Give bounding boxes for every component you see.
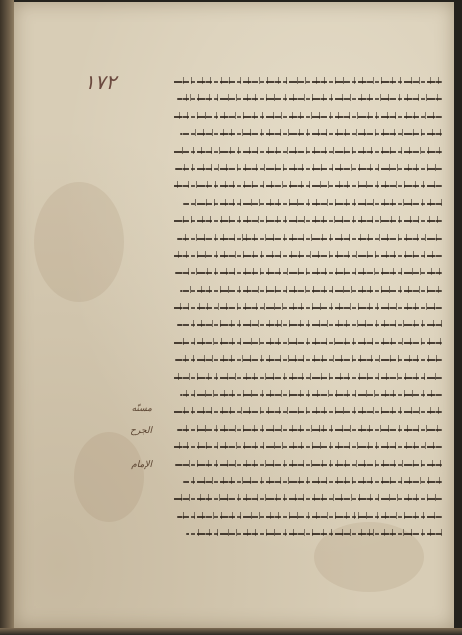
ink-stroke	[177, 147, 442, 154]
ink-stroke	[180, 355, 442, 362]
ink-stroke	[177, 77, 442, 84]
manuscript-line	[172, 281, 442, 298]
ink-stroke	[188, 199, 442, 206]
manuscript-line	[172, 437, 442, 454]
manuscript-line	[172, 246, 442, 263]
manuscript-line	[172, 124, 442, 141]
ink-stroke	[180, 164, 442, 171]
margin-note: الإمام	[131, 460, 152, 470]
manuscript-line	[172, 142, 442, 159]
ink-stroke	[186, 129, 443, 136]
margin-note: الجرح	[130, 426, 152, 436]
page-bottom-edge	[0, 628, 462, 635]
manuscript-text-block	[172, 72, 442, 602]
ink-stroke	[191, 529, 442, 536]
ink-stroke	[177, 112, 442, 119]
manuscript-line	[172, 489, 442, 506]
manuscript-line	[172, 159, 442, 176]
binding-edge	[0, 0, 14, 635]
manuscript-line	[172, 333, 442, 350]
ink-stroke	[177, 338, 442, 345]
manuscript-line	[172, 420, 442, 437]
manuscript-line	[172, 350, 442, 367]
ink-stroke	[177, 407, 442, 414]
ink-stroke	[183, 320, 442, 327]
ink-stroke	[186, 286, 443, 293]
ink-stroke	[177, 442, 442, 449]
manuscript-line	[172, 507, 442, 524]
ink-stroke	[180, 460, 442, 467]
ink-stroke	[183, 425, 442, 432]
manuscript-line	[172, 72, 442, 89]
ink-stroke	[183, 94, 442, 101]
manuscript-line	[172, 368, 442, 385]
manuscript-line	[172, 402, 442, 419]
manuscript-line	[172, 263, 442, 280]
folio-number: ١٧٢	[84, 70, 117, 94]
manuscript-line	[172, 472, 442, 489]
ink-stroke	[183, 234, 442, 241]
margin-note: مسنّه	[131, 404, 152, 414]
ink-stroke	[177, 181, 442, 188]
ink-stroke	[177, 373, 442, 380]
ink-stroke	[177, 303, 442, 310]
ink-stroke	[180, 268, 442, 275]
manuscript-line	[172, 315, 442, 332]
ink-stroke	[177, 216, 442, 223]
manuscript-line	[172, 229, 442, 246]
manuscript-line	[172, 298, 442, 315]
ink-stroke	[177, 251, 442, 258]
manuscript-line	[172, 524, 442, 541]
ink-stroke	[188, 477, 442, 484]
manuscript-line	[172, 176, 442, 193]
manuscript-line	[172, 455, 442, 472]
ink-stroke	[177, 494, 442, 501]
manuscript-line	[172, 211, 442, 228]
ink-stroke	[186, 390, 443, 397]
paper-stain	[34, 182, 124, 302]
manuscript-line	[172, 194, 442, 211]
paper-stain	[74, 432, 144, 522]
manuscript-line	[172, 107, 442, 124]
manuscript-line	[172, 385, 442, 402]
manuscript-line	[172, 89, 442, 106]
ink-stroke	[183, 512, 442, 519]
